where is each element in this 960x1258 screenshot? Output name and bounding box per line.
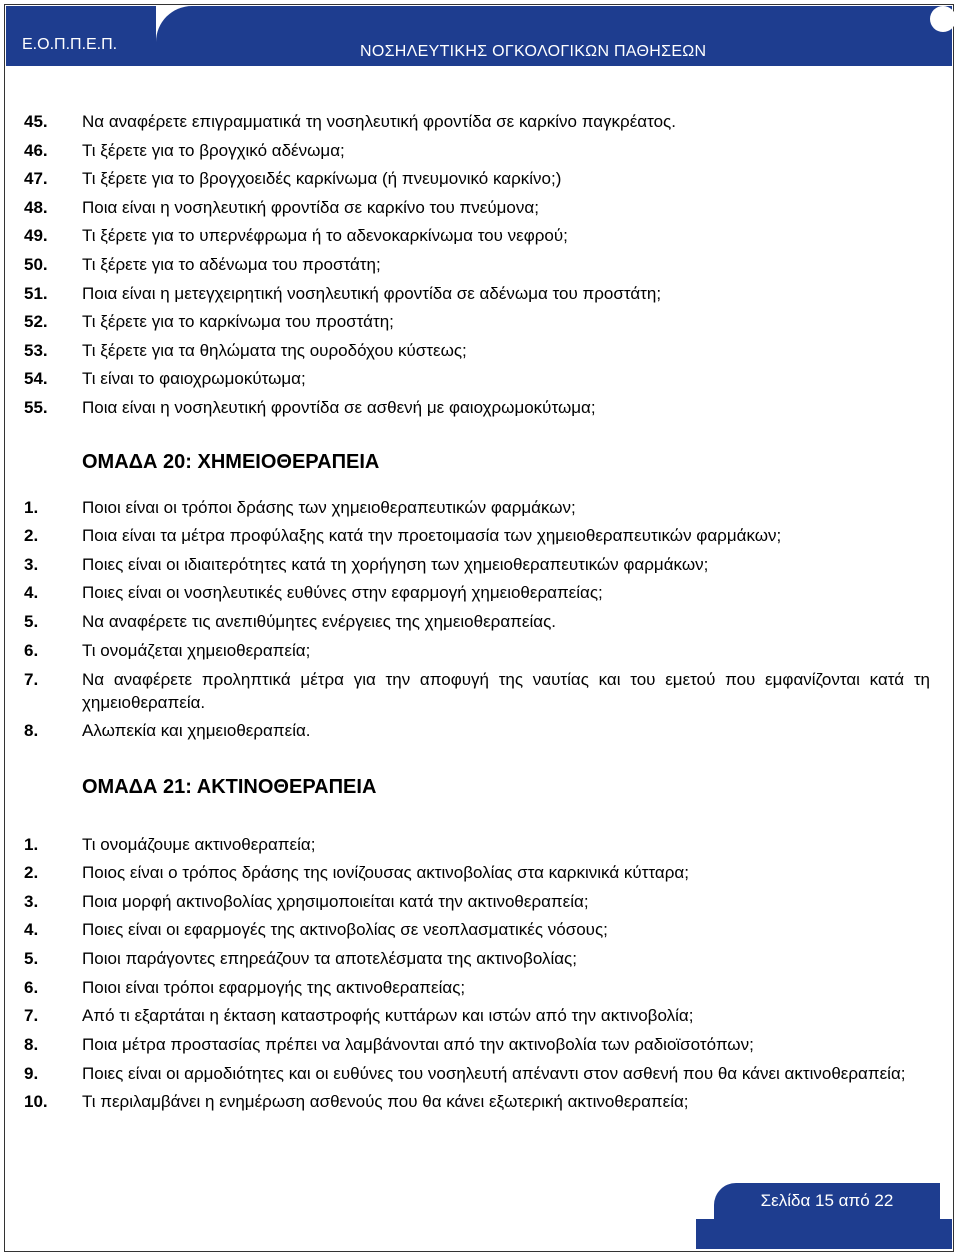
footer-band-mask [6,1219,696,1249]
item-number: 50. [24,254,48,274]
item-number: 9. [24,1064,39,1084]
item-number: 4. [24,920,39,940]
item-number: 1. [24,834,39,854]
item-text: Τι ξέρετε για το υπερνέφρωμα ή το αδενοκαρκίνωμα του νεφρού; [82,226,568,246]
item-text: Να αναφέρετε τις ανεπιθύμητες ενέργειες της χημειοθεραπείας. [82,611,556,631]
item-number: 52. [24,312,48,332]
list-item [24,579,930,608]
item-number: 1. [24,497,39,517]
list-item [24,165,930,194]
questions-previous-group [24,108,930,423]
list-item [24,831,930,860]
item-text: Ποιες είναι οι εφαρμογές της ακτινοβολίας σε νεοπλασματικές νόσους; [82,920,608,940]
list-item [24,308,930,337]
list-item [24,365,930,394]
item-number: 5. [24,949,39,969]
list-item [24,1031,930,1060]
item-number: 8. [24,721,39,741]
item-text: Τι είναι το φαιοχρωμοκύτωμα; [82,369,306,389]
list-item [24,108,930,137]
item-text: Να αναφέρετε επιγραμματικά τη νοσηλευτική φροντίδα σε καρκίνο παγκρέατος. [82,112,676,131]
item-text: Τι ξέρετε για τα θηλώματα της ουροδόχου κύστεως; [82,340,467,360]
list-item [24,608,930,637]
item-text: Τι ξέρετε για το βρογχικό αδένωμα; [82,140,345,160]
item-text: Ποιοι είναι οι τρόποι δράσης των χημειοθεραπευτικών φαρμάκων; [82,497,576,517]
list-item [24,222,930,251]
list-item [24,668,930,714]
header-corner-mark [930,6,956,32]
list-item [24,637,930,666]
item-text: Ποια μορφή ακτινοβολίας χρησιμοποιείται κατά την ακτινοθεραπεία; [82,891,589,911]
item-number: 10. [24,1092,48,1112]
item-text: Ποιοι είναι τρόποι εφαρμογής της ακτινοθεραπείας; [82,977,466,997]
list-item [24,337,930,366]
list-item [24,251,930,280]
item-text: Να αναφέρετε προληπτικά μέτρα για την αποφυγή της ναυτίας και του εμετού που εμφανίζονται κατά τη χημειοθεραπεία. [82,670,930,713]
section-title-chemotherapy: ΟΜΑΔΑ 20: ΧΗΜΕΙΟΘΕΡΑΠΕΙΑ [82,450,380,473]
question-list [24,108,930,1117]
item-number: 3. [24,554,39,574]
radiotherapy-questions [24,831,930,1117]
item-text: Ποια μέτρα προστασίας πρέπει να λαμβάνονται από την ακτινοβολία των ραδιοϊσοτόπων; [82,1034,754,1054]
item-number: 3. [24,891,39,911]
item-text: Ποιες είναι οι νοσηλευτικές ευθύνες στην εφαρμογή χημειοθεραπείας; [82,583,603,603]
item-number: 5. [24,611,39,631]
list-item [24,974,930,1003]
list-item [24,1062,930,1085]
item-number: 4. [24,583,39,603]
list-item [24,859,930,888]
item-number: 6. [24,640,39,660]
item-number: 48. [24,197,48,217]
item-number: 49. [24,226,48,246]
item-number: 2. [24,526,39,546]
list-item [24,717,930,746]
item-number: 47. [24,169,48,189]
list-item [24,1002,930,1031]
list-item [24,394,930,423]
list-item [24,916,930,945]
item-text: Από τι εξαρτάται η έκταση καταστροφής κυττάρων και ιστών από την ακτινοβολία; [82,1006,694,1026]
item-text: Τι ονομάζουμε ακτινοθεραπεία; [82,834,316,854]
item-number: 54. [24,369,48,389]
item-text: Τι ξέρετε για το καρκίνωμα του προστάτη; [82,312,394,332]
item-text: Τι ονομάζεται χημειοθεραπεία; [82,640,311,660]
item-number: 7. [24,670,39,690]
list-item [24,1088,930,1117]
list-item [24,494,930,523]
list-item [24,194,930,223]
header-organization: Ε.Ο.Π.Π.Ε.Π. [22,36,118,53]
item-number: 8. [24,1034,39,1054]
list-item [24,137,930,166]
item-number: 55. [24,397,48,417]
item-text: Ποιος είναι ο τρόπος δράσης της ιονίζουσας ακτινοβολίας στα καρκινικά κύτταρα; [82,863,689,883]
list-item [24,522,930,551]
list-item [24,280,930,309]
list-item [24,888,930,917]
item-text: Ποια είναι η νοσηλευτική φροντίδα σε ασθενή με φαιοχρωμοκύτωμα; [82,397,596,417]
list-item [24,945,930,974]
item-text: Τι περιλαμβάνει η ενημέρωση ασθενούς που θα κάνει εξωτερική ακτινοθεραπεία; [82,1092,689,1112]
item-text: Τι ξέρετε για το βρογχοειδές καρκίνωμα (ή πνευμονικό καρκίνο;) [82,169,562,189]
item-text: Ποιες είναι οι αρμοδιότητες και οι ευθύνες του νοσηλευτή απέναντι στον ασθενή που θα κάνει ακτινοθεραπεία; [82,1064,906,1084]
item-text: Αλωπεκία και χημειοθεραπεία. [82,721,311,741]
item-text: Ποιες είναι οι ιδιαιτερότητες κατά τη χορήγηση των χημειοθεραπευτικών φαρμάκων; [82,554,709,574]
chemotherapy-questions [24,494,930,746]
header-course-title: ΝΟΣΗΛΕΥΤΙΚΗΣ ΟΓΚΟΛΟΓΙΚΩΝ ΠΑΘΗΣΕΩΝ [360,43,707,60]
item-number: 7. [24,1006,39,1026]
item-number: 53. [24,340,48,360]
section-title-radiotherapy: ΟΜΑΔΑ 21: ΑΚΤΙΝΟΘΕΡΑΠΕΙΑ [82,775,377,798]
item-number: 51. [24,283,48,303]
item-text: Ποια είναι η μετεγχειρητική νοσηλευτική φροντίδα σε αδένωμα του προστάτη; [82,283,662,303]
item-number: 46. [24,140,48,160]
item-number: 45. [24,112,48,131]
item-text: Ποια είναι η νοσηλευτική φροντίδα σε καρκίνο του πνεύμονα; [82,197,539,217]
item-number: 2. [24,863,39,883]
item-text: Τι ξέρετε για το αδένωμα του προστάτη; [82,254,381,274]
list-item [24,551,930,580]
item-text: Ποιοι παράγοντες επηρεάζουν τα αποτελέσματα της ακτινοβολίας; [82,949,577,969]
item-text: Ποια είναι τα μέτρα προφύλαξης κατά την προετοιμασία των χημειοθεραπευτικών φαρμάκων; [82,526,782,546]
item-number: 6. [24,977,39,997]
page-number: Σελίδα 15 από 22 [714,1183,940,1219]
